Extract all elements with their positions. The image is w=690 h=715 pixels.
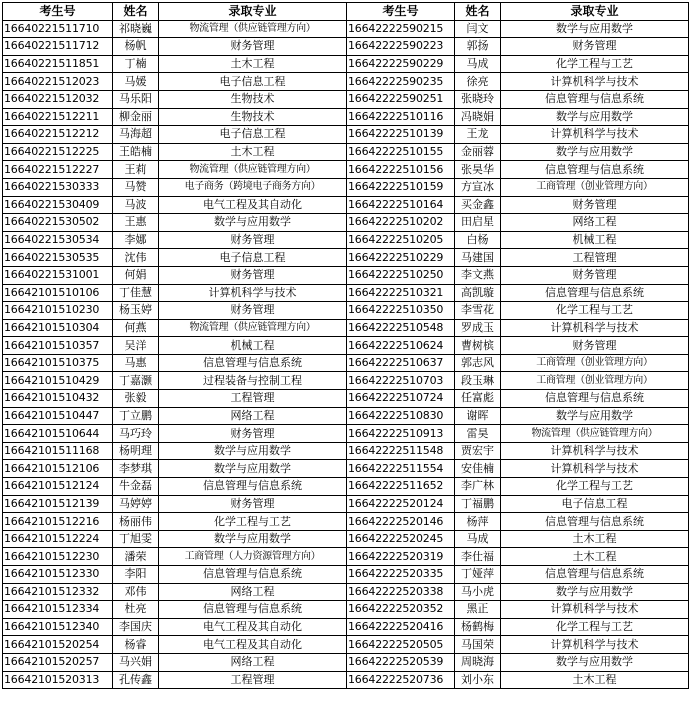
right-student-name: 买金鑫: [455, 196, 501, 214]
right-exam-number: 16642222510156: [347, 161, 455, 179]
left-admitted-major: 信息管理与信息系统: [159, 478, 347, 496]
right-exam-number: 16642222590251: [347, 90, 455, 108]
right-student-name: 张昊华: [455, 161, 501, 179]
left-student-name: 邓伟: [113, 583, 159, 601]
table-row: [3, 20, 689, 38]
right-exam-number: 16642222510139: [347, 126, 455, 144]
right-student-name: 李文燕: [455, 266, 501, 284]
left-student-name: 杨明理: [113, 442, 159, 460]
right-exam-number: 16642222510624: [347, 337, 455, 355]
left-student-name: 杨玉婷: [113, 302, 159, 320]
table-row: [3, 284, 689, 302]
table-row: [3, 214, 689, 232]
right-exam-number: 16642222510703: [347, 372, 455, 390]
right-student-name: 贾宏宇: [455, 442, 501, 460]
left-student-name: 马巧玲: [113, 425, 159, 443]
table-row: [3, 161, 689, 179]
left-exam-number: 16640221511710: [3, 20, 113, 38]
admission-table: [2, 2, 689, 689]
left-student-name: 丁佳慧: [113, 284, 159, 302]
left-student-name: 柳金丽: [113, 108, 159, 126]
left-student-name: 李阳: [113, 566, 159, 584]
left-student-name: 潘荣: [113, 548, 159, 566]
left-student-name: 沈伟: [113, 249, 159, 267]
right-student-name: 刘小东: [455, 671, 501, 689]
right-exam-number: 16642222510913: [347, 425, 455, 443]
table-row: [3, 407, 689, 425]
left-exam-number: 16642101510429: [3, 372, 113, 390]
table-row: [3, 73, 689, 91]
table-row: [3, 196, 689, 214]
right-admitted-major: 财务管理: [501, 266, 689, 284]
right-exam-number: 16642222510321: [347, 284, 455, 302]
left-student-name: 杨帆: [113, 38, 159, 56]
left-student-name: 丁楠: [113, 55, 159, 73]
left-exam-number: 16640221530333: [3, 178, 113, 196]
right-exam-number: 16642222590223: [347, 38, 455, 56]
table-row: [3, 601, 689, 619]
right-admitted-major: 信息管理与信息系统: [501, 390, 689, 408]
left-admitted-major: 工程管理: [159, 390, 347, 408]
right-admitted-major: 数学与应用数学: [501, 108, 689, 126]
right-student-name: 李仕福: [455, 548, 501, 566]
left-admitted-major: 数学与应用数学: [159, 530, 347, 548]
right-admitted-major: 数学与应用数学: [501, 143, 689, 161]
header-left-name: 姓名: [113, 3, 159, 21]
left-admitted-major: 信息管理与信息系统: [159, 601, 347, 619]
left-admitted-major: 数学与应用数学: [159, 460, 347, 478]
right-admitted-major: 物流管理（供应链管理方向）: [501, 425, 689, 443]
right-exam-number: 16642222510548: [347, 319, 455, 337]
table-row: [3, 548, 689, 566]
right-student-name: 丁福鹏: [455, 495, 501, 513]
right-student-name: 雷昊: [455, 425, 501, 443]
left-exam-number: 16640221512211: [3, 108, 113, 126]
right-student-name: 徐亮: [455, 73, 501, 91]
right-student-name: 郭志风: [455, 354, 501, 372]
left-student-name: 马乐阳: [113, 90, 159, 108]
right-admitted-major: 工商管理（创业管理方向）: [501, 354, 689, 372]
table-row: [3, 671, 689, 689]
right-admitted-major: 信息管理与信息系统: [501, 161, 689, 179]
right-exam-number: 16642222510205: [347, 231, 455, 249]
right-exam-number: 16642222511554: [347, 460, 455, 478]
left-exam-number: 16642101512330: [3, 566, 113, 584]
left-admitted-major: 财务管理: [159, 302, 347, 320]
left-student-name: 马惠: [113, 354, 159, 372]
table-row: [3, 566, 689, 584]
left-admitted-major: 土木工程: [159, 55, 347, 73]
right-exam-number: 16642222590215: [347, 20, 455, 38]
table-row: [3, 354, 689, 372]
left-admitted-major: 网络工程: [159, 583, 347, 601]
table-row: [3, 583, 689, 601]
left-student-name: 李梦琪: [113, 460, 159, 478]
table-row: [3, 372, 689, 390]
left-exam-number: 16640221530409: [3, 196, 113, 214]
right-student-name: 郭扬: [455, 38, 501, 56]
right-admitted-major: 计算机科学与技术: [501, 636, 689, 654]
left-exam-number: 16640221511851: [3, 55, 113, 73]
left-exam-number: 16640221530502: [3, 214, 113, 232]
table-row: [3, 302, 689, 320]
right-student-name: 罗成玉: [455, 319, 501, 337]
table-row: [3, 266, 689, 284]
left-admitted-major: 电气工程及其自动化: [159, 196, 347, 214]
left-exam-number: 16642101510230: [3, 302, 113, 320]
right-student-name: 马国荣: [455, 636, 501, 654]
left-exam-number: 16642101512230: [3, 548, 113, 566]
right-student-name: 张晓玲: [455, 90, 501, 108]
right-student-name: 马小虎: [455, 583, 501, 601]
right-admitted-major: 网络工程: [501, 214, 689, 232]
right-admitted-major: 工商管理（创业管理方向）: [501, 178, 689, 196]
right-student-name: 安佳楠: [455, 460, 501, 478]
right-exam-number: 16642222510229: [347, 249, 455, 267]
left-exam-number: 16642101512124: [3, 478, 113, 496]
left-student-name: 杨睿: [113, 636, 159, 654]
left-exam-number: 16640221512023: [3, 73, 113, 91]
right-admitted-major: 化学工程与工艺: [501, 478, 689, 496]
right-exam-number: 16642222520245: [347, 530, 455, 548]
right-admitted-major: 数学与应用数学: [501, 653, 689, 671]
left-admitted-major: 生物技术: [159, 90, 347, 108]
left-student-name: 马赞: [113, 178, 159, 196]
right-student-name: 白杨: [455, 231, 501, 249]
left-exam-number: 16642101512340: [3, 618, 113, 636]
table-row: [3, 390, 689, 408]
table-row: [3, 231, 689, 249]
header-row: [3, 3, 689, 21]
right-admitted-major: 财务管理: [501, 337, 689, 355]
left-exam-number: 16642101512106: [3, 460, 113, 478]
left-admitted-major: 工商管理（人力资源管理方向）: [159, 548, 347, 566]
left-student-name: 王惠: [113, 214, 159, 232]
left-admitted-major: 过程装备与控制工程: [159, 372, 347, 390]
right-exam-number: 16642222520539: [347, 653, 455, 671]
right-student-name: 王龙: [455, 126, 501, 144]
left-student-name: 王皓楠: [113, 143, 159, 161]
right-student-name: 马成: [455, 55, 501, 73]
right-admitted-major: 计算机科学与技术: [501, 73, 689, 91]
left-exam-number: 16640221512225: [3, 143, 113, 161]
left-exam-number: 16642101511168: [3, 442, 113, 460]
right-admitted-major: 化学工程与工艺: [501, 618, 689, 636]
right-admitted-major: 信息管理与信息系统: [501, 513, 689, 531]
left-student-name: 王莉: [113, 161, 159, 179]
left-exam-number: 16640221512212: [3, 126, 113, 144]
right-exam-number: 16642222510350: [347, 302, 455, 320]
left-student-name: 何娟: [113, 266, 159, 284]
left-admitted-major: 数学与应用数学: [159, 442, 347, 460]
left-admitted-major: 财务管理: [159, 266, 347, 284]
right-student-name: 方宣冰: [455, 178, 501, 196]
right-student-name: 黑正: [455, 601, 501, 619]
left-admitted-major: 工程管理: [159, 671, 347, 689]
right-student-name: 闫文: [455, 20, 501, 38]
left-admitted-major: 计算机科学与技术: [159, 284, 347, 302]
left-exam-number: 16642101510375: [3, 354, 113, 372]
left-student-name: 张毅: [113, 390, 159, 408]
left-student-name: 马婷婷: [113, 495, 159, 513]
right-student-name: 谢晖: [455, 407, 501, 425]
right-exam-number: 16642222520736: [347, 671, 455, 689]
right-student-name: 田启星: [455, 214, 501, 232]
table-row: [3, 249, 689, 267]
table-row: [3, 90, 689, 108]
right-admitted-major: 数学与应用数学: [501, 407, 689, 425]
left-admitted-major: 生物技术: [159, 108, 347, 126]
left-student-name: 丁立鹏: [113, 407, 159, 425]
left-admitted-major: 物流管理（供应链管理方向）: [159, 319, 347, 337]
left-student-name: 马波: [113, 196, 159, 214]
header-right-id: 考生号: [347, 3, 455, 21]
right-exam-number: 16642222510155: [347, 143, 455, 161]
right-admitted-major: 财务管理: [501, 196, 689, 214]
right-admitted-major: 计算机科学与技术: [501, 442, 689, 460]
left-student-name: 杜亮: [113, 601, 159, 619]
right-exam-number: 16642222520352: [347, 601, 455, 619]
table-row: [3, 126, 689, 144]
right-exam-number: 16642222510202: [347, 214, 455, 232]
left-exam-number: 16640221512227: [3, 161, 113, 179]
left-student-name: 马媛: [113, 73, 159, 91]
table-row: [3, 618, 689, 636]
table-row: [3, 460, 689, 478]
left-student-name: 李国庆: [113, 618, 159, 636]
left-exam-number: 16642101520257: [3, 653, 113, 671]
left-student-name: 祁晓巍: [113, 20, 159, 38]
right-exam-number: 16642222520505: [347, 636, 455, 654]
table-row: [3, 442, 689, 460]
left-exam-number: 16642101510357: [3, 337, 113, 355]
left-admitted-major: 信息管理与信息系统: [159, 566, 347, 584]
right-admitted-major: 机械工程: [501, 231, 689, 249]
left-student-name: 孔传鑫: [113, 671, 159, 689]
left-exam-number: 16640221512032: [3, 90, 113, 108]
table-row: [3, 653, 689, 671]
right-exam-number: 16642222520146: [347, 513, 455, 531]
right-exam-number: 16642222510116: [347, 108, 455, 126]
right-admitted-major: 计算机科学与技术: [501, 460, 689, 478]
right-admitted-major: 数学与应用数学: [501, 20, 689, 38]
right-admitted-major: 计算机科学与技术: [501, 319, 689, 337]
right-admitted-major: 土木工程: [501, 671, 689, 689]
right-admitted-major: 计算机科学与技术: [501, 126, 689, 144]
table-row: [3, 636, 689, 654]
right-exam-number: 16642222510159: [347, 178, 455, 196]
left-admitted-major: 电气工程及其自动化: [159, 636, 347, 654]
right-student-name: 周晓海: [455, 653, 501, 671]
right-exam-number: 16642222590229: [347, 55, 455, 73]
left-student-name: 杨丽伟: [113, 513, 159, 531]
left-admitted-major: 电子信息工程: [159, 249, 347, 267]
right-exam-number: 16642222510250: [347, 266, 455, 284]
right-student-name: 杨萍: [455, 513, 501, 531]
header-right-name: 姓名: [455, 3, 501, 21]
left-student-name: 吴洋: [113, 337, 159, 355]
right-student-name: 马成: [455, 530, 501, 548]
table-row: [3, 108, 689, 126]
table-row: [3, 38, 689, 56]
right-exam-number: 16642222511548: [347, 442, 455, 460]
left-exam-number: 16642101520313: [3, 671, 113, 689]
table-row: [3, 143, 689, 161]
right-student-name: 金丽蓉: [455, 143, 501, 161]
left-exam-number: 16642101512334: [3, 601, 113, 619]
left-admitted-major: 物流管理（供应链管理方向）: [159, 20, 347, 38]
right-admitted-major: 信息管理与信息系统: [501, 284, 689, 302]
left-exam-number: 16642101512139: [3, 495, 113, 513]
right-student-name: 段玉琳: [455, 372, 501, 390]
right-admitted-major: 信息管理与信息系统: [501, 90, 689, 108]
table-row: [3, 55, 689, 73]
left-student-name: 牛金磊: [113, 478, 159, 496]
left-student-name: 丁旭雯: [113, 530, 159, 548]
left-student-name: 丁嘉灏: [113, 372, 159, 390]
left-admitted-major: 电气工程及其自动化: [159, 618, 347, 636]
right-admitted-major: 电子信息工程: [501, 495, 689, 513]
right-admitted-major: 财务管理: [501, 38, 689, 56]
right-student-name: 李广林: [455, 478, 501, 496]
right-student-name: 杨鹤梅: [455, 618, 501, 636]
left-student-name: 何燕: [113, 319, 159, 337]
right-admitted-major: 信息管理与信息系统: [501, 566, 689, 584]
table-body: [3, 20, 689, 689]
right-student-name: 丁娅萍: [455, 566, 501, 584]
right-exam-number: 16642222520338: [347, 583, 455, 601]
right-admitted-major: 工商管理（创业管理方向）: [501, 372, 689, 390]
left-exam-number: 16642101512332: [3, 583, 113, 601]
table-row: [3, 337, 689, 355]
right-admitted-major: 化学工程与工艺: [501, 302, 689, 320]
left-admitted-major: 财务管理: [159, 495, 347, 513]
left-admitted-major: 电子信息工程: [159, 73, 347, 91]
left-student-name: 李娜: [113, 231, 159, 249]
left-admitted-major: 网络工程: [159, 407, 347, 425]
right-admitted-major: 化学工程与工艺: [501, 55, 689, 73]
left-exam-number: 16640221530535: [3, 249, 113, 267]
table-row: [3, 425, 689, 443]
header-right-major: 录取专业: [501, 3, 689, 21]
left-exam-number: 16642101512224: [3, 530, 113, 548]
left-admitted-major: 机械工程: [159, 337, 347, 355]
left-admitted-major: 网络工程: [159, 653, 347, 671]
left-exam-number: 16642101510644: [3, 425, 113, 443]
left-admitted-major: 数学与应用数学: [159, 214, 347, 232]
left-exam-number: 16640221511712: [3, 38, 113, 56]
left-student-name: 马海超: [113, 126, 159, 144]
right-admitted-major: 土木工程: [501, 548, 689, 566]
left-exam-number: 16640221530534: [3, 231, 113, 249]
left-student-name: 马兴娟: [113, 653, 159, 671]
right-student-name: 曹树槟: [455, 337, 501, 355]
left-exam-number: 16642101512216: [3, 513, 113, 531]
left-admitted-major: 物流管理（供应链管理方向）: [159, 161, 347, 179]
left-exam-number: 16642101520254: [3, 636, 113, 654]
left-exam-number: 16642101510304: [3, 319, 113, 337]
table-row: [3, 478, 689, 496]
right-admitted-major: 工程管理: [501, 249, 689, 267]
left-admitted-major: 信息管理与信息系统: [159, 354, 347, 372]
right-student-name: 任富彪: [455, 390, 501, 408]
left-admitted-major: 土木工程: [159, 143, 347, 161]
left-admitted-major: 财务管理: [159, 231, 347, 249]
left-exam-number: 16640221531001: [3, 266, 113, 284]
right-exam-number: 16642222520335: [347, 566, 455, 584]
left-exam-number: 16642101510106: [3, 284, 113, 302]
table-row: [3, 178, 689, 196]
right-exam-number: 16642222510164: [347, 196, 455, 214]
table-row: [3, 495, 689, 513]
table-row: [3, 513, 689, 531]
right-exam-number: 16642222520416: [347, 618, 455, 636]
right-admitted-major: 计算机科学与技术: [501, 601, 689, 619]
right-student-name: 高凯璇: [455, 284, 501, 302]
right-admitted-major: 土木工程: [501, 530, 689, 548]
left-admitted-major: 电子商务（跨境电子商务方向）: [159, 178, 347, 196]
left-admitted-major: 电子信息工程: [159, 126, 347, 144]
right-exam-number: 16642222511652: [347, 478, 455, 496]
right-admitted-major: 数学与应用数学: [501, 583, 689, 601]
right-exam-number: 16642222510637: [347, 354, 455, 372]
table-row: [3, 319, 689, 337]
table-row: [3, 530, 689, 548]
right-exam-number: 16642222520124: [347, 495, 455, 513]
right-student-name: 马建国: [455, 249, 501, 267]
left-admitted-major: 财务管理: [159, 38, 347, 56]
right-exam-number: 16642222520319: [347, 548, 455, 566]
header-left-major: 录取专业: [159, 3, 347, 21]
right-exam-number: 16642222510724: [347, 390, 455, 408]
left-exam-number: 16642101510447: [3, 407, 113, 425]
right-student-name: 李雪花: [455, 302, 501, 320]
left-admitted-major: 财务管理: [159, 425, 347, 443]
header-left-id: 考生号: [3, 3, 113, 21]
right-exam-number: 16642222590235: [347, 73, 455, 91]
left-admitted-major: 化学工程与工艺: [159, 513, 347, 531]
right-exam-number: 16642222510830: [347, 407, 455, 425]
right-student-name: 冯晓娟: [455, 108, 501, 126]
left-exam-number: 16642101510432: [3, 390, 113, 408]
